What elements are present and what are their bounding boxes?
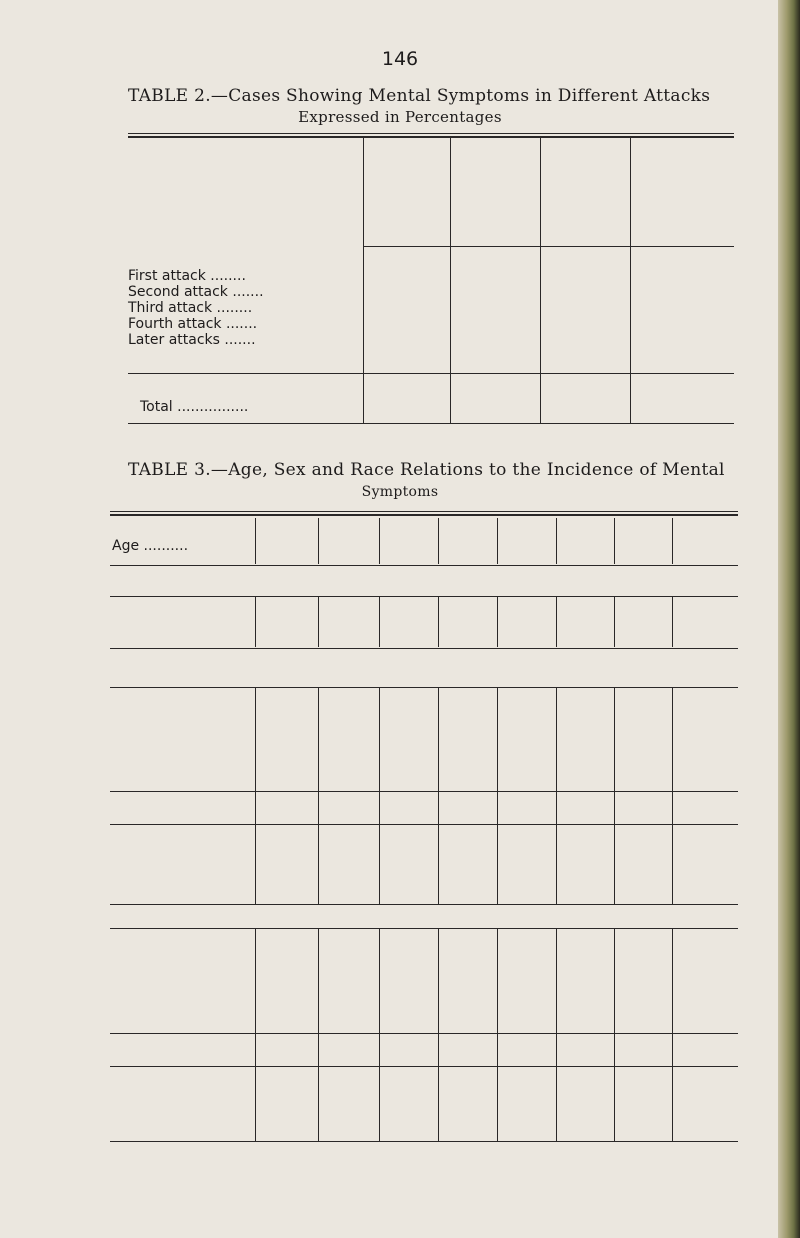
table2-row-label: Second attack ....... xyxy=(128,284,264,300)
header-rule xyxy=(363,246,734,247)
column-divider xyxy=(556,518,557,564)
rule-line xyxy=(110,904,738,905)
column-divider xyxy=(540,138,541,424)
top-rule xyxy=(110,511,738,512)
rule-line xyxy=(110,791,738,792)
rule-line xyxy=(110,1033,738,1034)
table3-caption-line2: Symptoms xyxy=(361,484,439,500)
column-divider xyxy=(318,518,319,564)
age-label: Age .......... xyxy=(112,538,189,554)
column-divider xyxy=(363,138,364,424)
column-divider xyxy=(438,929,439,1141)
rule-line xyxy=(110,824,738,825)
total-rule xyxy=(128,373,734,374)
top-rule xyxy=(110,514,738,516)
column-divider xyxy=(255,688,256,904)
table3-caption-line1: TABLE 3.—Age, Sex and Race Relations to the Incidence of Mental xyxy=(128,460,725,480)
table2-row-label: First attack ........ xyxy=(128,268,246,284)
column-divider xyxy=(497,597,498,647)
table2-row-label: Fourth attack ....... xyxy=(128,316,258,332)
page-number: 146 xyxy=(381,48,419,70)
table2-total-label: Total ................ xyxy=(140,399,249,415)
rule-line xyxy=(110,565,738,566)
column-divider xyxy=(614,597,615,647)
column-divider xyxy=(379,597,380,647)
column-divider xyxy=(438,518,439,564)
column-divider xyxy=(672,929,673,1141)
rule-line xyxy=(110,687,738,688)
rule-line xyxy=(110,1066,738,1067)
column-divider xyxy=(556,929,557,1141)
column-divider xyxy=(318,688,319,904)
column-divider xyxy=(438,688,439,904)
top-rule xyxy=(128,136,734,138)
column-divider xyxy=(438,597,439,647)
column-divider xyxy=(614,688,615,904)
column-divider xyxy=(672,518,673,564)
column-divider xyxy=(318,597,319,647)
top-rule xyxy=(128,133,734,134)
column-divider xyxy=(255,929,256,1141)
table2-row-label: Later attacks ....... xyxy=(128,332,256,348)
column-divider xyxy=(614,929,615,1141)
rule-line xyxy=(110,648,738,649)
table2-caption-line2: Expressed in Percentages xyxy=(298,108,502,126)
table2-caption-line1: TABLE 2.—Cases Showing Mental Symptoms in Different Attacks xyxy=(128,86,711,106)
column-divider xyxy=(379,929,380,1141)
book-binding-edge xyxy=(778,0,800,1238)
column-divider xyxy=(672,597,673,647)
rule-line xyxy=(110,928,738,929)
column-divider xyxy=(318,929,319,1141)
column-divider xyxy=(450,138,451,424)
column-divider xyxy=(379,688,380,904)
column-divider xyxy=(556,597,557,647)
column-divider xyxy=(497,929,498,1141)
table2-row-label: Third attack ........ xyxy=(128,300,253,316)
rule-line xyxy=(110,596,738,597)
column-divider xyxy=(497,518,498,564)
column-divider xyxy=(614,518,615,564)
rule-line xyxy=(110,1141,738,1142)
column-divider xyxy=(556,688,557,904)
column-divider xyxy=(379,518,380,564)
column-divider xyxy=(672,688,673,904)
column-divider xyxy=(497,688,498,904)
column-divider xyxy=(255,518,256,564)
column-divider xyxy=(255,597,256,647)
bottom-rule xyxy=(128,423,734,424)
column-divider xyxy=(630,138,631,424)
